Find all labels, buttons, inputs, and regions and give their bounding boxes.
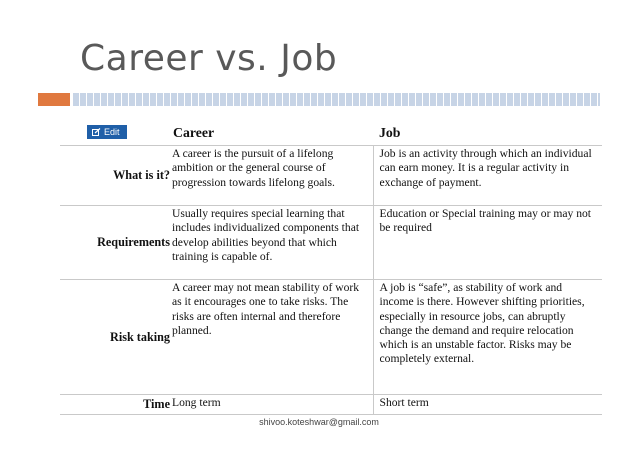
job-cell: A job is “safe”, as stability of work and income is there. However shifting priorities, especially in resource jobs, can abruptly change the demand and require relocation which is an unstable factor. Risks may be completely external. [373, 280, 602, 395]
career-cell: A career is the pursuit of a lifelong ambition or the general course of progression towards lifelong goals. [170, 146, 373, 206]
header-career: Career [170, 120, 373, 146]
table-row [60, 280, 602, 395]
footer-email: shivoo.koteshwar@gmail.com [259, 417, 379, 427]
edit-button-label: Edit [104, 126, 120, 137]
row-label: Risk taking [60, 280, 170, 395]
table-row [60, 395, 602, 415]
slide-title: Career vs. Job [80, 38, 338, 79]
accent-bar-blue [72, 93, 600, 106]
career-cell: Usually requires special learning that includes individualized components that develop abilities beyond that which training is capable of. [170, 206, 373, 280]
table-row [60, 206, 602, 280]
table-row [60, 146, 602, 206]
accent-bar-orange [38, 93, 70, 106]
edit-icon [92, 128, 101, 136]
header-job: Job [373, 120, 602, 146]
job-cell: Job is an activity through which an individual can earn money. It is a regular activity in exchange of payment. [373, 146, 602, 206]
job-cell: Education or Special training may or may not be required [373, 206, 602, 280]
job-cell: Short term [373, 395, 602, 415]
career-cell: A career may not mean stability of work as it encourages one to take risks. The risks are often internal and therefore planned. [170, 280, 373, 395]
row-label: What is it? [60, 146, 170, 206]
table-header-row [60, 120, 602, 146]
edit-cell [60, 120, 170, 146]
row-label: Requirements [60, 206, 170, 280]
row-label: Time [60, 395, 170, 415]
career-cell: Long term [170, 395, 373, 415]
edit-button[interactable] [87, 125, 127, 139]
comparison-table [60, 120, 602, 415]
